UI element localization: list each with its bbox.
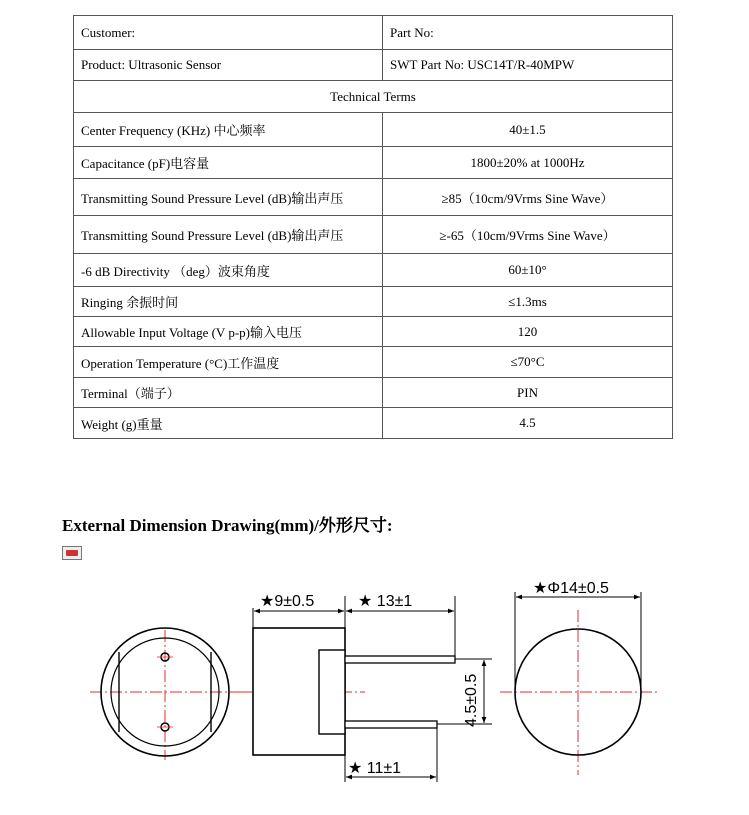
top-view <box>500 580 660 775</box>
row-value: ≤70°C <box>383 347 673 378</box>
row-label: Operation Temperature (°C)工作温度 <box>74 347 383 378</box>
table-row <box>74 113 673 147</box>
row-value: PIN <box>383 378 673 408</box>
pin-spacing-label: 4.5±0.5 <box>463 673 480 727</box>
table-row <box>74 408 673 439</box>
row-value: ≥85（10cm/9Vrms Sine Wave） <box>383 179 673 216</box>
row-value: 1800±20% at 1000Hz <box>383 147 673 179</box>
table-row <box>74 254 673 287</box>
row-value: ≤1.3ms <box>383 287 673 317</box>
product-label: Product: Ultrasonic Sensor <box>74 50 383 81</box>
side-view <box>240 593 492 782</box>
dimension-section-title: External Dimension Drawing(mm)/外形尺寸: <box>62 516 393 535</box>
row-value: ≥-65（10cm/9Vrms Sine Wave） <box>383 216 673 254</box>
row-label: Transmitting Sound Pressure Level (dB)输出声压 <box>74 216 383 254</box>
part-no-label: Part No: <box>383 16 673 50</box>
table-row <box>74 378 673 408</box>
technical-terms-title: Technical Terms <box>74 81 673 113</box>
row-label: Ringing 余振时间 <box>74 287 383 317</box>
row-label: -6 dB Directivity （deg）波束角度 <box>74 254 383 287</box>
spec-table <box>73 15 673 439</box>
row-value: 40±1.5 <box>383 113 673 147</box>
row-label: Transmitting Sound Pressure Level (dB)输出声压 <box>74 179 383 216</box>
image-placeholder-icon <box>62 546 82 560</box>
swt-part-no: SWT Part No: USC14T/R-40MPW <box>383 50 673 81</box>
row-label: Terminal（端子） <box>74 378 383 408</box>
table-row <box>74 347 673 378</box>
row-label: Center Frequency (KHz) 中心频率 <box>74 113 383 147</box>
body-depth-label: ★9±0.5 <box>260 593 315 610</box>
pin-short-label: ★ 11±1 <box>348 760 402 777</box>
row-label: Capacitance (pF)电容量 <box>74 147 383 179</box>
dimension-drawing <box>0 560 749 815</box>
row-value: 120 <box>383 317 673 347</box>
product-row <box>74 50 673 81</box>
table-row <box>74 147 673 179</box>
pin-length-label: ★ 13±1 <box>358 593 413 610</box>
front-view <box>90 628 245 760</box>
row-value: 4.5 <box>383 408 673 439</box>
table-row <box>74 287 673 317</box>
row-value: 60±10° <box>383 254 673 287</box>
row-label: Allowable Input Voltage (V p-p)输入电压 <box>74 317 383 347</box>
table-row <box>74 317 673 347</box>
table-row <box>74 179 673 216</box>
customer-row <box>74 16 673 50</box>
table-row <box>74 216 673 254</box>
customer-label: Customer: <box>74 16 383 50</box>
row-label: Weight (g)重量 <box>74 408 383 439</box>
section-title-row <box>74 81 673 113</box>
diameter-label: ★Φ14±0.5 <box>533 580 609 597</box>
